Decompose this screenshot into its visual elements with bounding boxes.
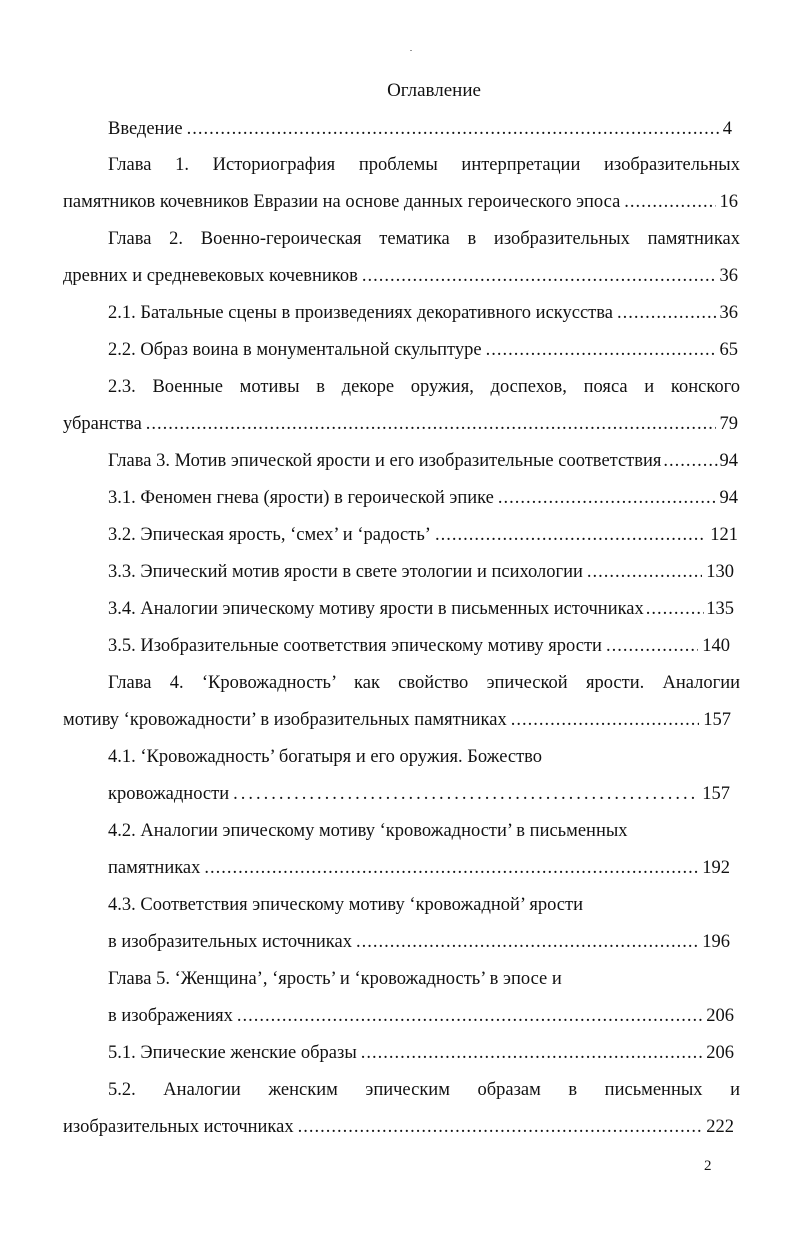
toc-page-number: 36 [719, 266, 738, 286]
toc-entry-chapter-5-line-2: в изображениях ..... 206 [108, 1003, 734, 1029]
toc-page-number: 192 [702, 858, 730, 878]
toc-page-number: 206 [706, 1043, 734, 1063]
toc-entry-3-3: 3.3. Эпический мотив ярости в свете этологии и психологии ..... 130 [108, 559, 734, 585]
toc-page-number: 140 [702, 636, 730, 656]
toc-entry-chapter-1-line-1: Глава 1. Историография проблемы интерпретации изобразительных [108, 155, 740, 175]
toc-page-number: 130 [706, 562, 734, 582]
toc-entry-2-3-line-2: убранства ..... 79 [63, 411, 738, 437]
toc-entry-text: Введение [108, 119, 183, 139]
toc-page-number: 79 [719, 414, 738, 434]
toc-entry-chapter-4-line-2: мотиву ‘кровожадности’ в изобразительных памятниках ..... 157 [63, 707, 731, 733]
toc-page-number: 4 [722, 119, 732, 139]
toc-page-number: 222 [706, 1117, 734, 1137]
toc-entry-2-1: 2.1. Батальные сцены в произведениях декоративного искусства ..... 36 [108, 300, 738, 326]
toc-entry-4-1-line-2: кровожадности ..... 157 [108, 781, 730, 807]
toc-entry-chapter-2-line-1: Глава 2. Военно-героическая тематика в изобразительных памятниках [108, 229, 740, 249]
toc-page-number: 157 [702, 784, 730, 804]
toc-entry-3-4: 3.4. Аналогии эпическому мотиву ярости в письменных источниках ..... 135 [108, 596, 734, 622]
toc-entry-chapter-3: Глава 3. Мотив эпической ярости и его изобразительные соответствия ..... 94 [108, 448, 738, 474]
toc-entry-5-2-line-1: 5.2. Аналогии женским эпическим образам в письменных и [108, 1080, 740, 1100]
toc-entry-3-2: 3.2. Эпическая ярость, ‘смех’ и ‘радость’ ..... 121 [108, 522, 738, 548]
toc-entry-4-2-line-2: памятниках ..... 192 [108, 855, 730, 881]
toc-entry-2-2: 2.2. Образ воина в монументальной скульптуре ..... 65 [108, 337, 738, 363]
toc-entry-chapter-1-line-2: памятников кочевников Евразии на основе данных героического эпоса ..... 16 [63, 189, 738, 215]
toc-page-number: 16 [719, 192, 738, 212]
toc-page-number: 157 [703, 710, 731, 730]
toc-entry-3-5: 3.5. Изобразительные соответствия эпическому мотиву ярости ..... 140 [108, 633, 730, 659]
toc-entry-4-3-line-1: 4.3. Соответствия эпическому мотиву ‘кровожадной’ ярости [108, 895, 583, 915]
toc-entry-5-2-line-2: изобразительных источниках ..... 222 [63, 1114, 734, 1140]
toc-title: Оглавление [387, 80, 481, 101]
toc-entry-3-1: 3.1. Феномен гнева (ярости) в героической эпике ..... 94 [108, 485, 738, 511]
page-number: 2 [704, 1158, 712, 1174]
toc-page-number: 36 [719, 303, 738, 323]
toc-entry-5-1: 5.1. Эпические женские образы ..... 206 [108, 1040, 734, 1066]
toc-page-number: 94 [719, 488, 738, 508]
toc-entry-chapter-5-line-1: Глава 5. ‘Женщина’, ‘ярость’ и ‘кровожадность’ в эпосе и [108, 969, 562, 989]
toc-entry-4-2-line-1: 4.2. Аналогии эпическому мотиву ‘кровожадности’ в письменных [108, 821, 628, 841]
toc-entry-2-3-line-1: 2.3. Военные мотивы в декоре оружия, доспехов, пояса и конского [108, 377, 740, 397]
scan-speck [410, 50, 412, 51]
toc-page-number: 94 [719, 451, 738, 471]
toc-page-number: 206 [706, 1006, 734, 1026]
toc-entry-intro [108, 116, 732, 142]
toc-page-number: 135 [706, 599, 734, 619]
toc-entry-4-1-line-1: 4.1. ‘Кровожадность’ богатыря и его оружия. Божество [108, 747, 543, 767]
toc-page-number: 65 [719, 340, 738, 360]
toc-entry-chapter-4-line-1: Глава 4. ‘Кровожадность’ как свойство эпической ярости. Аналогии [108, 673, 740, 693]
toc-page-number: 121 [710, 525, 738, 545]
toc-page-number: 196 [702, 932, 730, 952]
toc-entry-4-3-line-2: в изобразительных источниках ..... 196 [108, 929, 730, 955]
toc-entry-chapter-2-line-2: древних и средневековых кочевников ..... 36 [63, 263, 738, 289]
